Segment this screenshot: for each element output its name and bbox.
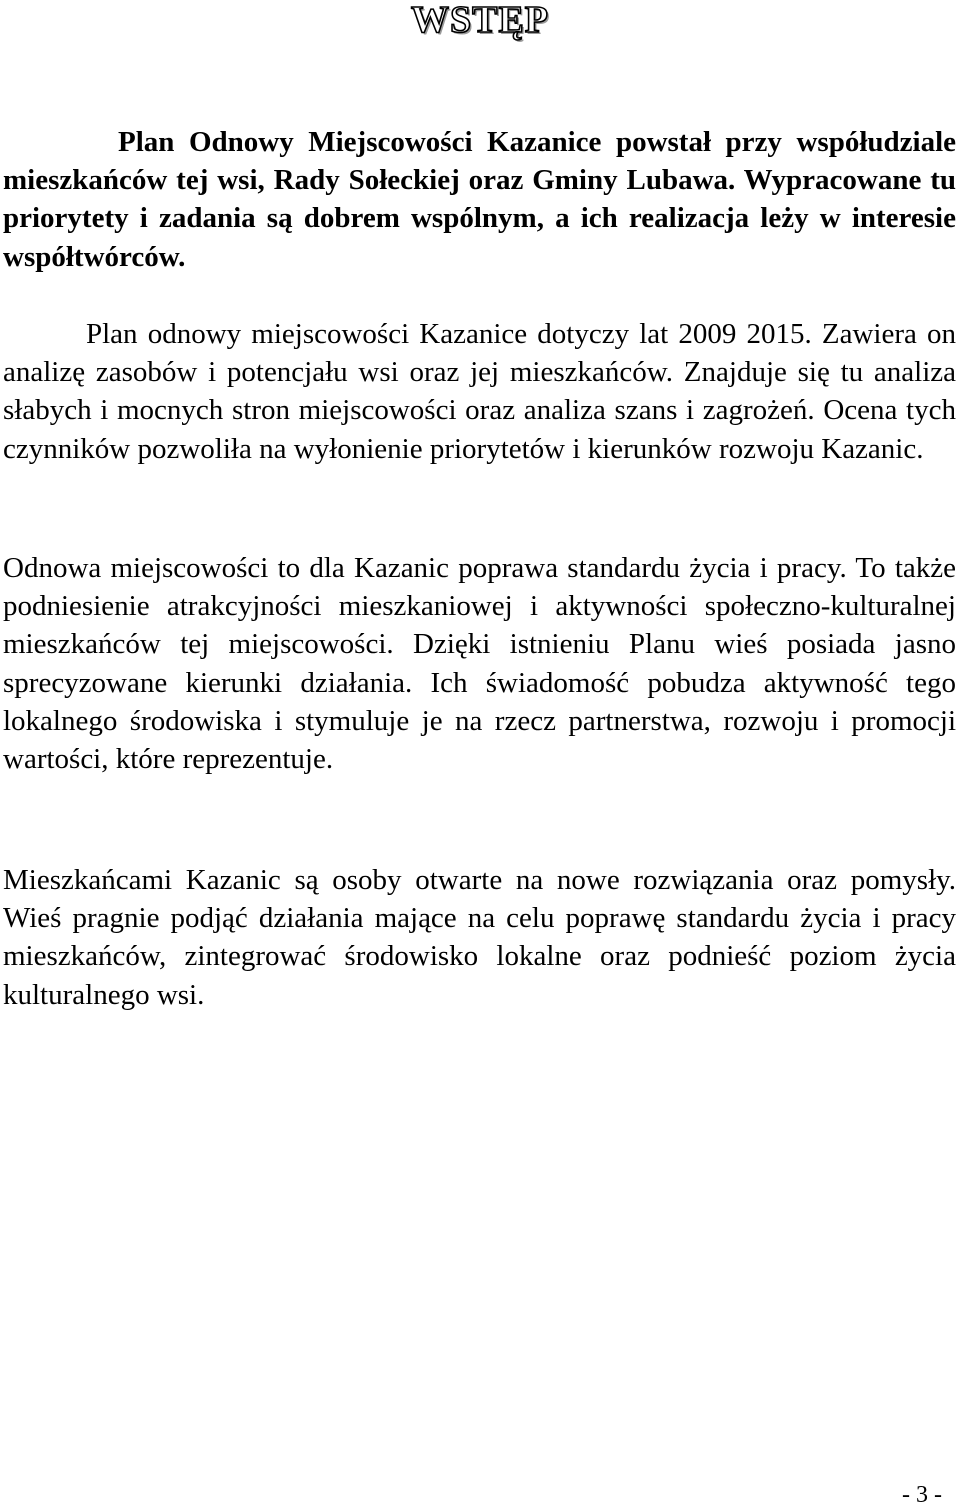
paragraph-plan-scope: Plan odnowy miejscowości Kazanice dotyczy lat 2009 2015. Zawiera on analizę zasobów i potencjału wsi oraz jej mieszkańców. Znajduje się tu analiza słabych i mocnych stron miejscowości oraz analiza szans i zagrożeń. Ocena tych czynników pozwoliła na wyłonienie priorytetów i kierunków rozwoju Kazanic. [3, 318, 956, 465]
paragraph-intro: Plan Odnowy Miejscowości Kazanice powstał przy współudziale mieszkańców tej wsi, Rady Sołeckiej oraz Gminy Lubawa. Wypracowane tu priorytety i zadania są dobrem wspólnym, a ich realizacja leży w interesie współtwórców. [3, 126, 956, 273]
page-heading: WSTĘP [410, 0, 550, 41]
paragraph-renewal: Odnowa miejscowości to dla Kazanic poprawa standardu życia i pracy. To także podniesienie atrakcyjności mieszkaniowej i aktywności społeczno-kulturalnej mieszkańców tej miejscowości. Dzięki istnieniu Planu wieś posiada jasno sprecyzowane kierunki działania. Ich świadomość pobudza aktywność tego lokalnego środowiska i stymuluje je na rzecz partnerstwa, rozwoju i promocji wartości, które reprezentuje. [3, 552, 956, 776]
page-number: - 3 - [902, 1482, 942, 1508]
paragraph-residents: Mieszkańcami Kazanic są osoby otwarte na nowe rozwiązania oraz pomysły. Wieś pragnie podjąć działania mające na celu poprawę standardu życia i pracy mieszkańców, zintegrować środowisko lokalne oraz podnieść poziom życia kulturalnego wsi. [3, 864, 956, 1011]
